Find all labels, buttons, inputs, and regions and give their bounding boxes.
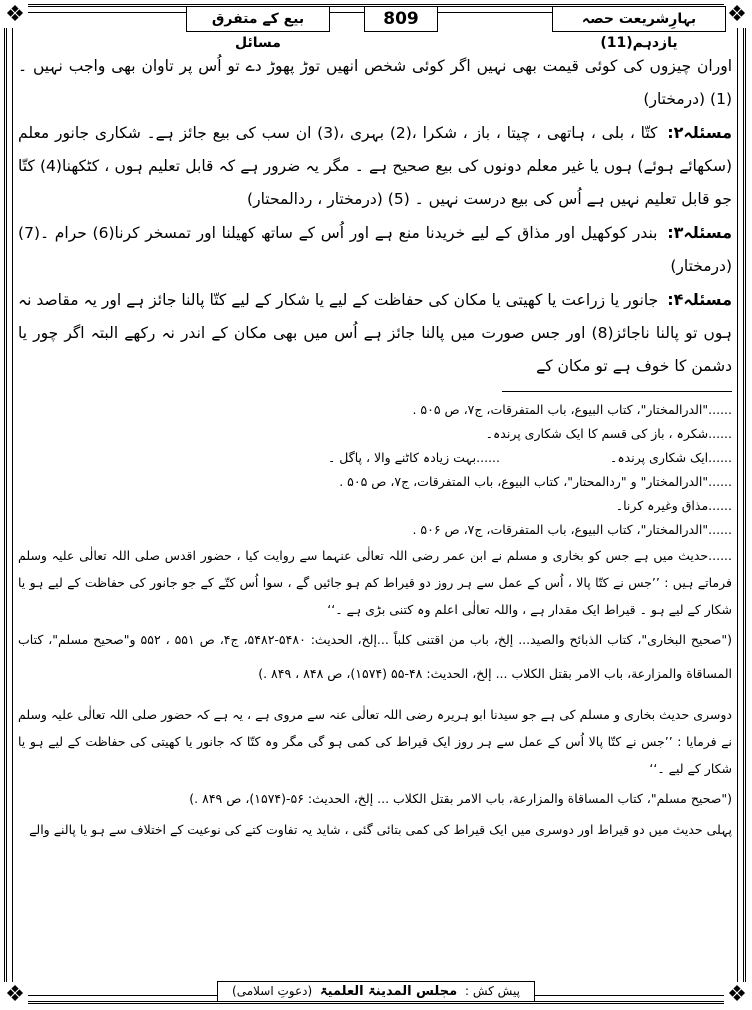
corner-ornament-icon: ❖ [724, 982, 750, 1008]
paragraph-masla-2: مسئلہ۲: کتّا ، بلی ، ہاتھی ، چیتا ، باز ، شکرا ،(2) بہری ،(3) ان سب کی بیع جائز ہے۔ شکاری جانور معلم (سکھائے ہوئے) ہوں یا غیر معلم دونوں کی بیع صحیح ہے ۔ مگر یہ ضرور ہے کہ قابل تعلیم ہوں ، کٹکھنا(4) کتّا جو قابل تعلیم نہیں ہے اُس کی بیع درست نہیں ۔ (5) (درمختار ، ردالمحتار) [18, 123, 732, 208]
page-header [26, 6, 726, 51]
hadith-text: ......حدیث میں ہے جس کو بخاری و مسلم نے ابن عمر رضی اللہ تعالٰی عنہما سے روایت کیا ، حضور اقدس صلی اللہ تعالٰی علیہ وسلم فرماتے ہیں : ’’جس نے کتّا پالا ، اُس کے عمل سے ہر روز دو قیراط کم ہو جائیں گے ، سوا اُس کتّے کے جو جانور کی حفاظت کے لیے ہو یا شکار کے لیے ہو ۔ قیراط ایک مقدار ہے ، واللہ تعالٰی اعلم وہ کتنی بڑی ہے ۔‘‘ [18, 548, 732, 617]
paragraph-masla-4: مسئلہ۴: جانور یا زراعت یا کھیتی یا مکان کی حفاظت کے لیے یا شکار کے لیے کتّا پالنا جائز ہے اور یہ مقاصد نہ ہوں تو پالنا ناجائز(8) اور جس صورت میں پالنا جائز ہے اُس میں بھی مکان کے اندر نہ رکھے البتہ اگر چور یا دشمن کا خوف ہے تو مکان کے [18, 290, 732, 375]
footnote: ......"الدرالمختار"، کتاب البیوع، باب المتفرقات، ج۷، ص ۵۰۶ . [412, 522, 732, 537]
footnote: ......مذاق وغیرہ کرنا۔ [615, 498, 732, 513]
footnote: ......شکرہ ، باز کی قسم کا ایک شکاری پرندہ۔ [485, 426, 732, 441]
footnote-separator [502, 391, 732, 392]
footnote: ......ایک شکاری پرندہ۔......بہت زیادہ کاٹنے والا ، پاگل ۔ [327, 450, 732, 465]
page-body [18, 50, 732, 843]
paragraph: اوران چیزوں کی کوئی قیمت بھی نہیں اگر کوئی شخص انھیں توڑ پھوڑ دے تو اُس پر تاوان بھی واجب نہیں ۔(1) (درمختار) [18, 57, 732, 108]
citation: ("صحیح البخاری"، کتاب الذبائح والصید... إلخ، باب من اقتنی کلباً ...إلخ، الحدیث: ۵۴۸۰-۵۴۸۲، ج۴، ص ۵۵۱ ، ۵۵۲ و"صحیح مسلم"، کتاب المساقاة والمزارعة، باب الامر بقتل الکلاب ... إلخ، الحدیث: ۴۸-۵۵ (۱۵۷۴)، ص ۸۴۸ ، ۸۴۹ .) [18, 632, 733, 681]
page-footer [0, 980, 752, 1002]
book-title: بہارِشریعت حصہ یازدہم(11) [552, 6, 726, 32]
corner-ornament-icon: ❖ [2, 982, 28, 1008]
footer-prefix: پیش کش : [465, 984, 520, 998]
paragraph-masla-3: مسئلہ۳: بندر کوکھیل اور مذاق کے لیے خریدنا منع ہے اور اُس کے ساتھ کھیلنا اور تمسخر کرنا(6) حرام ۔(7) (درمختار) [18, 223, 732, 275]
publisher-box [217, 981, 535, 1002]
citation: ("صحیح مسلم"، کتاب المساقاة والمزارعة، باب الامر بقتل الکلاب ... إلخ، الحدیث: ۵۶-(۱۵۷۴)، ص ۸۴۹ .) [189, 791, 732, 806]
publisher-suffix: (دعوتِ اسلامی) [232, 984, 313, 998]
hadith-text: دوسری حدیث بخاری و مسلم کی ہے جو سیدنا ابو ہریرہ رضی اللہ تعالٰی عنہ سے مروی ہے ، یہ ہے کہ حضور صلی اللہ تعالٰی علیہ وسلم نے فرمایا : ’’جس نے کتّا پالا اُس کے عمل سے ہر روز ایک قیراط کی کمی ہو گی مگر وہ کتّا کہ جانور یا کھیتی کی حفاظت کے لیے ہو یا شکار کے لیے ۔‘‘ [18, 707, 732, 776]
footnote: ......"الدرالمختار"، کتاب البیوع، باب المتفرقات، ج۷، ص ۵۰۵ . [412, 402, 732, 417]
corner-ornament-icon: ❖ [724, 2, 750, 28]
masla-label: مسئلہ۴: [667, 290, 732, 309]
publisher-name: مجلس المدینۃ العلمیۃ [320, 984, 458, 999]
masla-label: مسئلہ۲: [667, 123, 732, 142]
corner-ornament-icon: ❖ [2, 2, 28, 28]
footnote: ......"الدرالمختار" و "ردالمحتار"، کتاب البیوع، باب المتفرقات، ج۷، ص ۵۰۵ . [339, 474, 732, 489]
masla-label: مسئلہ۳: [667, 223, 732, 242]
chapter-title: بیع کے متفرق مسائل [186, 6, 330, 32]
closing-text: پہلی حدیث میں دو قیراط اور دوسری میں ایک قیراط کی کمی بتائی گئی ، شاید یہ تفاوت کتے کی نوعیت کے اختلاف سے ہو یا پالنے والے [29, 822, 732, 837]
page-number: 809 [364, 6, 438, 32]
